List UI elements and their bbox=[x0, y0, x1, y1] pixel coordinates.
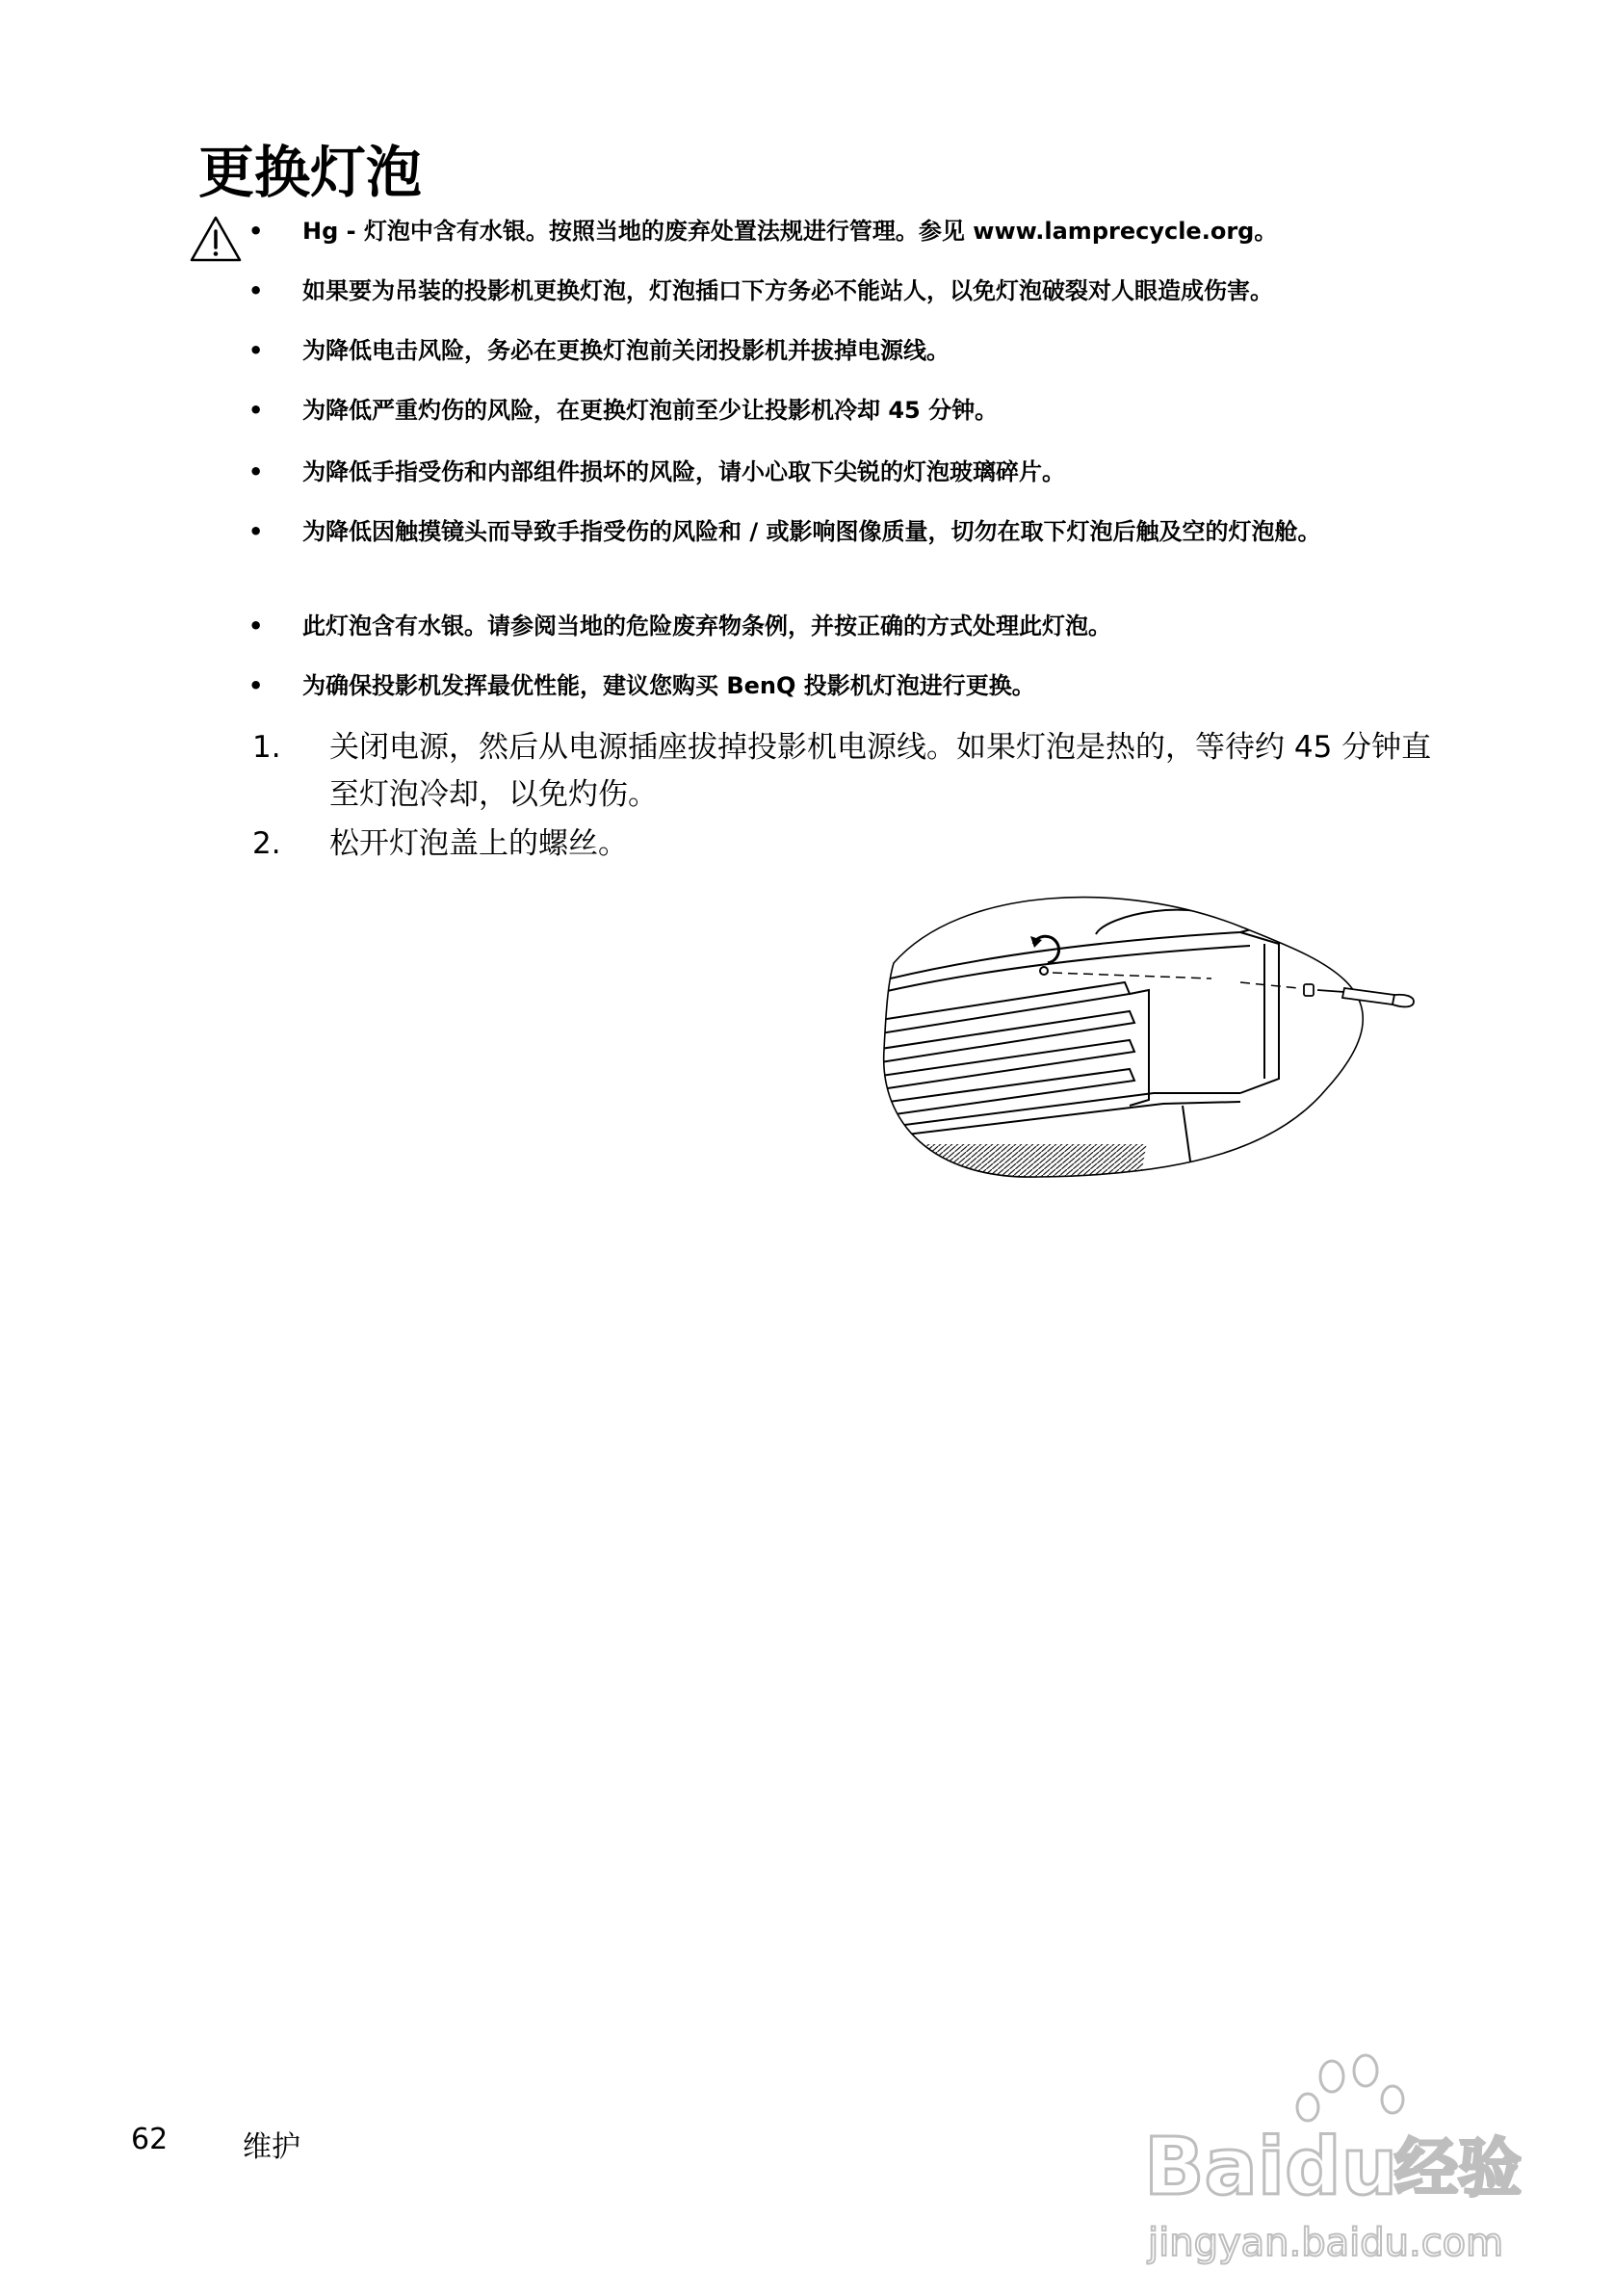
bullet: • bbox=[248, 458, 264, 485]
warning-item bbox=[248, 609, 1443, 644]
footer-section-title: 维护 bbox=[243, 2130, 300, 2164]
watermark-url: jingyan.baidu.com bbox=[1148, 2221, 1504, 2265]
baidu-jingyan-watermark-logo bbox=[1134, 2049, 1539, 2273]
warning-item bbox=[248, 333, 1443, 369]
warning-text: 如果要为吊装的投影机更换灯泡，灯泡插口下方务必不能站人，以免灯泡破裂对人眼造成伤害。 bbox=[302, 277, 1273, 304]
warning-text: Hg - 灯泡中含有水银。按照当地的废弃处置法规进行管理。参见 www.lamprecycle.org。 bbox=[302, 218, 1278, 245]
step-item bbox=[252, 724, 1446, 819]
warning-text: 为确保投影机发挥最优性能，建议您购买 BenQ 投影机灯泡进行更换。 bbox=[302, 672, 1035, 699]
step-number: 1. bbox=[252, 730, 281, 765]
step-number: 2. bbox=[252, 826, 281, 861]
bullet: • bbox=[248, 613, 264, 639]
warning-item bbox=[248, 214, 1443, 249]
warning-item bbox=[248, 393, 1443, 429]
watermark-brand-cn: 经验 bbox=[1394, 2131, 1522, 2205]
bullet: • bbox=[248, 397, 264, 424]
bullet: • bbox=[248, 672, 264, 699]
bullet: • bbox=[248, 337, 264, 364]
warning-item bbox=[248, 514, 1443, 550]
projector-lamp-cover-screw-illustration bbox=[874, 886, 1433, 1194]
warning-text: 为降低电击风险，务必在更换灯泡前关闭投影机并拔掉电源线。 bbox=[302, 337, 950, 364]
warning-item bbox=[248, 455, 1443, 490]
bullet: • bbox=[248, 277, 264, 304]
step-text: 关闭电源，然后从电源插座拔掉投影机电源线。如果灯泡是热的，等待约 45 分钟直至灯泡冷却，以免灼伤。 bbox=[329, 730, 1432, 812]
warning-item bbox=[248, 274, 1443, 309]
warning-text: 为降低严重灼伤的风险，在更换灯泡前至少让投影机冷却 45 分钟。 bbox=[302, 397, 999, 424]
warning-item bbox=[248, 668, 1443, 704]
bullet: • bbox=[248, 518, 264, 545]
watermark-brand: Bai bbox=[1144, 2122, 1285, 2213]
bullet: • bbox=[248, 218, 264, 245]
step-item bbox=[252, 821, 1446, 868]
warning-text: 为降低因触摸镜头而导致手指受伤的风险和 / 或影响图像质量，切勿在取下灯泡后触及空的灯泡舱。 bbox=[302, 518, 1321, 545]
step-text: 松开灯泡盖上的螺丝。 bbox=[329, 826, 628, 861]
page-number: 62 bbox=[131, 2123, 169, 2156]
warning-text: 为降低手指受伤和内部组件损坏的风险，请小心取下尖锐的灯泡玻璃碎片。 bbox=[302, 458, 1065, 485]
watermark-brand-du: du bbox=[1285, 2122, 1398, 2213]
warning-text: 此灯泡含有水银。请参阅当地的危险废弃物条例，并按正确的方式处理此灯泡。 bbox=[302, 613, 1111, 639]
page-title: 更换灯泡 bbox=[198, 140, 423, 205]
warning-triangle-icon bbox=[189, 214, 243, 264]
